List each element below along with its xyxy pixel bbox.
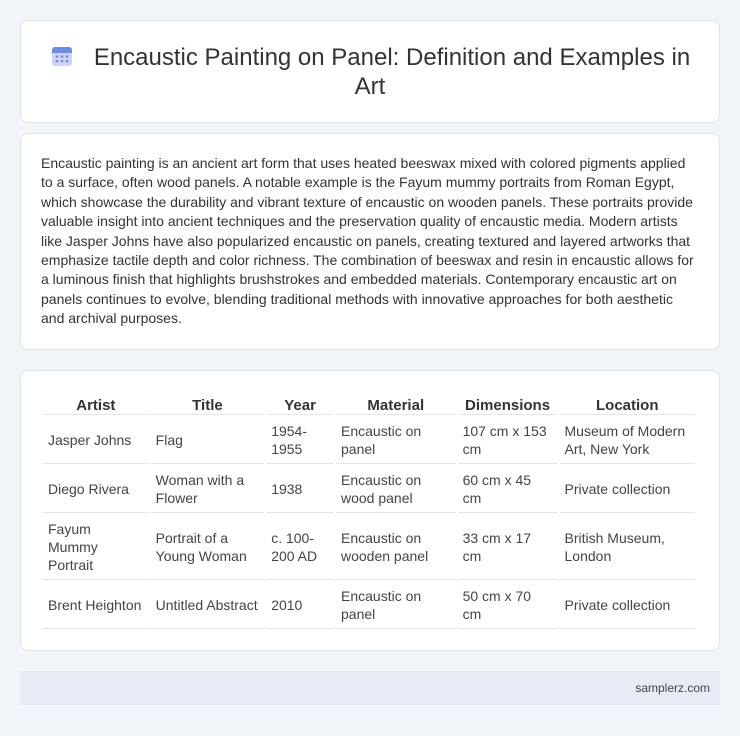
table-row (43, 466, 695, 513)
cell-title: Flag (151, 417, 265, 464)
table-header-row (43, 393, 695, 415)
description-text: Encaustic painting is an ancient art form that uses heated beeswax mixed with colored pigments applied to a surface, often wood panels. A notable example is the Fayum mummy portraits from Roman Egypt, which showcase the durability and vibrant texture of encaustic on wooden panels. These portraits provide valuable insight into ancient techniques and the preservation quality of encaustic media. Modern artists like Jasper Johns have also popularized encaustic on panels, creating textured and layered artworks that emphasize tactile depth and color richness. The combination of beeswax and resin in encaustic allows for a luminous finish that highlights brushstrokes and embedded materials. Contemporary encaustic art on panels continues to evolve, blending traditional methods with innovative approaches for both aesthetic and archival purposes. (41, 155, 694, 327)
page-title-wrap (21, 43, 719, 101)
header-dimensions: Dimensions (458, 393, 558, 415)
cell-title: Portrait of a Young Woman (151, 515, 265, 580)
cell-dimensions: 50 cm x 70 cm (458, 582, 558, 629)
cell-location: Museum of Modern Art, New York (560, 417, 695, 464)
title-card (20, 20, 720, 123)
artworks-table (41, 391, 697, 631)
cell-dimensions: 107 cm x 153 cm (458, 417, 558, 464)
cell-location: Private collection (560, 582, 695, 629)
cell-year: c. 100-200 AD (266, 515, 334, 580)
header-year: Year (266, 393, 334, 415)
table-card (20, 370, 720, 651)
cell-location: British Museum, London (560, 515, 695, 580)
cell-year: 1938 (266, 466, 334, 513)
footer (20, 671, 720, 705)
cell-year: 2010 (266, 582, 334, 629)
cell-material: Encaustic on wooden panel (336, 515, 456, 580)
cell-material: Encaustic on panel (336, 417, 456, 464)
cell-artist: Brent Heighton (43, 582, 149, 629)
cell-artist: Jasper Johns (43, 417, 149, 464)
footer-site-link[interactable]: samplerz.com (635, 681, 710, 695)
header-location: Location (560, 393, 695, 415)
table-row (43, 515, 695, 580)
page-title: Encaustic Painting on Panel: Definition and Examples in Art (93, 44, 691, 100)
cell-title: Untitled Abstract (151, 582, 265, 629)
header-material: Material (336, 393, 456, 415)
cell-location: Private collection (560, 466, 695, 513)
description-card (20, 133, 720, 350)
cell-year: 1954-1955 (266, 417, 334, 464)
cell-material: Encaustic on wood panel (336, 466, 456, 513)
table-row (43, 417, 695, 464)
table-row (43, 582, 695, 629)
calendar-grid-icon (50, 44, 74, 68)
cell-dimensions: 60 cm x 45 cm (458, 466, 558, 513)
cell-artist: Diego Rivera (43, 466, 149, 513)
cell-artist: Fayum Mummy Portrait (43, 515, 149, 580)
cell-material: Encaustic on panel (336, 582, 456, 629)
cell-title: Woman with a Flower (151, 466, 265, 513)
header-title: Title (151, 393, 265, 415)
cell-dimensions: 33 cm x 17 cm (458, 515, 558, 580)
header-artist: Artist (43, 393, 149, 415)
